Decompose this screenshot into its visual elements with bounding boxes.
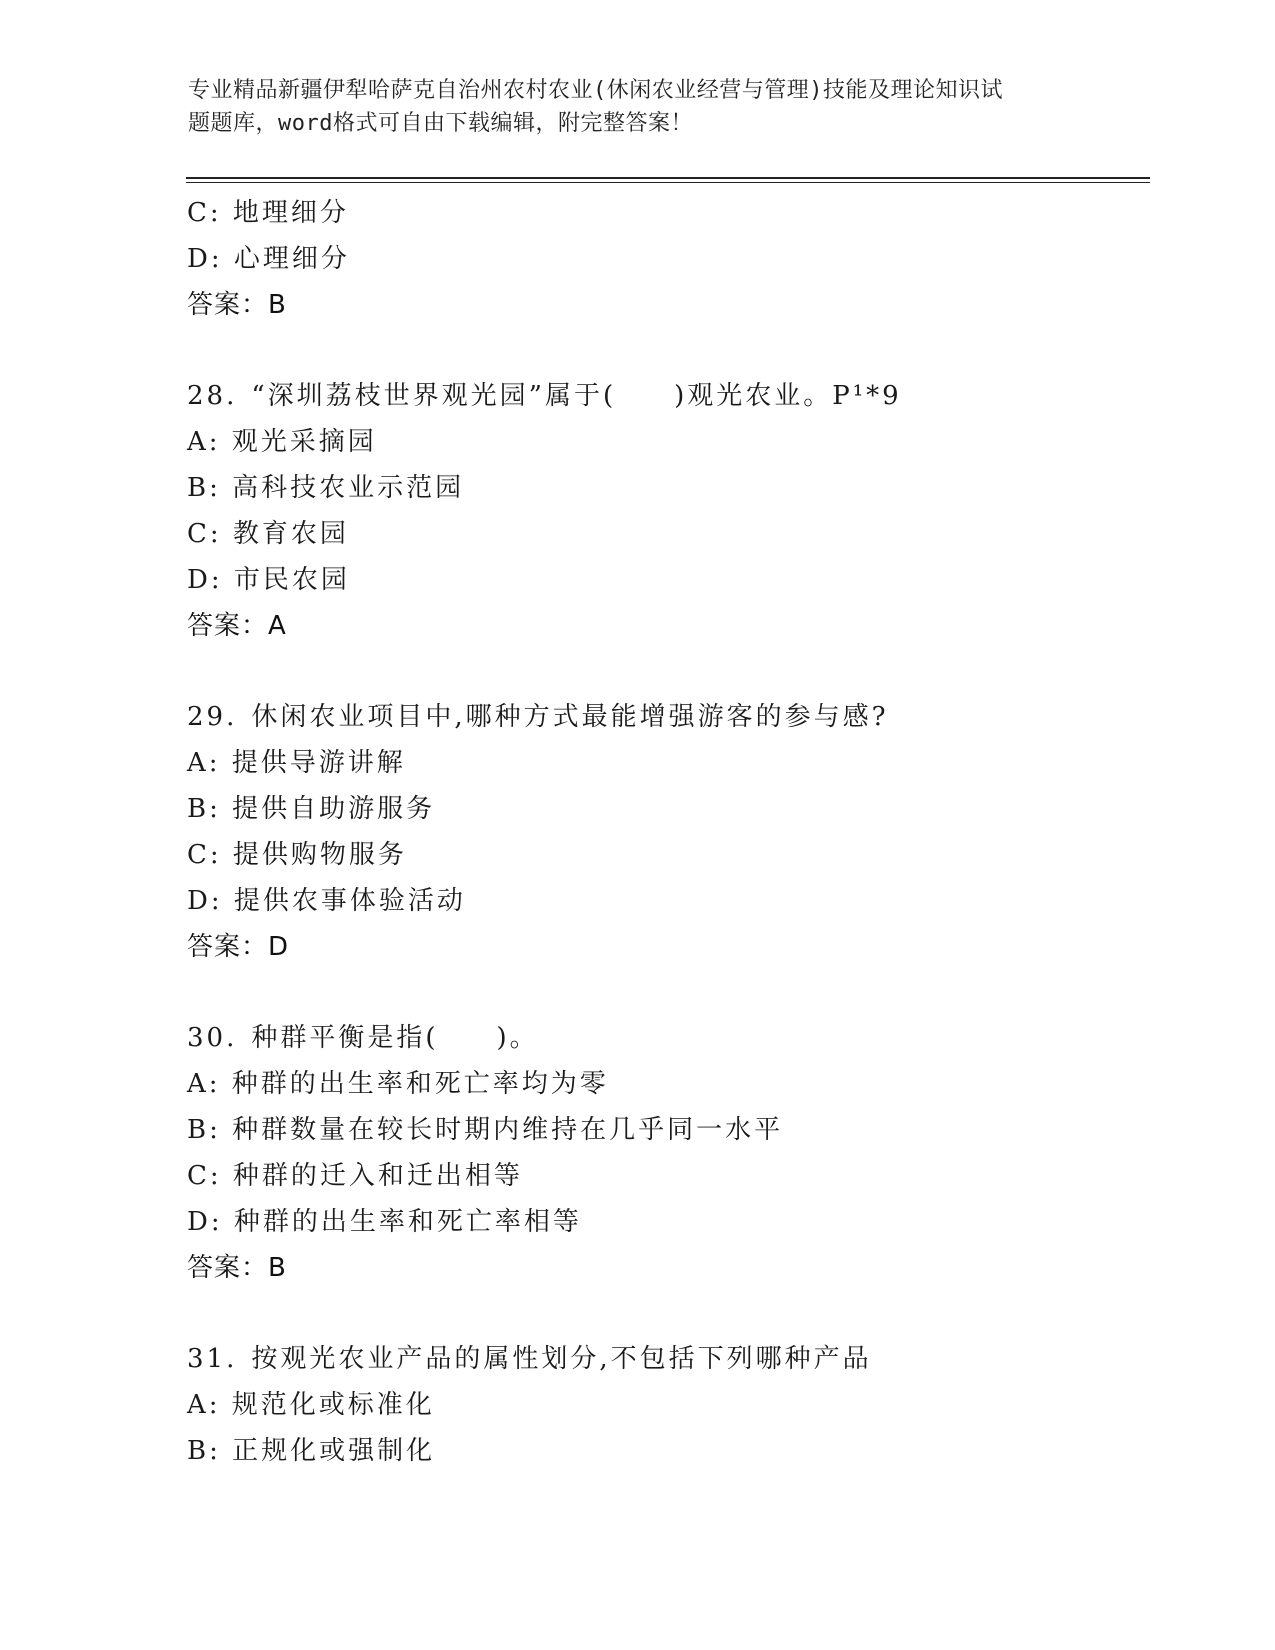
question-stem xyxy=(187,373,1147,419)
question-text: 种群平衡是指( )。 xyxy=(251,1023,539,1053)
option-b: B: 正规化或强制化 xyxy=(187,1436,436,1466)
question-text: 按观光农业产品的属性划分,不包括下列哪种产品 xyxy=(251,1344,872,1374)
option-d: D: 市民农园 xyxy=(187,565,350,595)
answer-label: 答案：D xyxy=(187,932,290,962)
option-c: C: 种群的迁入和迁出相等 xyxy=(187,1161,523,1191)
option-b: B: 种群数量在较长时期内维持在几乎同一水平 xyxy=(187,1115,784,1145)
question-block-29 xyxy=(187,694,1147,970)
page-header xyxy=(188,74,1088,140)
answer-label: 答案：B xyxy=(187,1253,287,1283)
spacer xyxy=(187,970,1147,1015)
answer-label: 答案：B xyxy=(187,290,287,320)
question-stem xyxy=(187,694,1147,740)
option-c: C: 教育农园 xyxy=(187,519,349,549)
question-number: 29. xyxy=(187,702,238,732)
option-a: A: 规范化或标准化 xyxy=(187,1390,435,1420)
question-list xyxy=(187,190,1147,1474)
question-block-30 xyxy=(187,1015,1147,1291)
option-d: D: 心理细分 xyxy=(187,244,350,274)
answer-label: 答案：A xyxy=(187,611,287,641)
option-a: A: 种群的出生率和死亡率均为零 xyxy=(187,1069,609,1099)
option-b: B: 高科技农业示范园 xyxy=(187,473,465,503)
option-a: A: 提供导游讲解 xyxy=(187,748,406,778)
question-number: 30. xyxy=(187,1023,238,1053)
option-d: D: 种群的出生率和死亡率相等 xyxy=(187,1207,582,1237)
option-b: B: 提供自助游服务 xyxy=(187,794,436,824)
question-stem xyxy=(187,1336,1147,1382)
spacer xyxy=(187,649,1147,694)
question-stem xyxy=(187,1015,1147,1061)
question-number: 31. xyxy=(187,1344,238,1374)
spacer xyxy=(187,328,1147,373)
question-block-27 xyxy=(187,190,1147,328)
question-block-28 xyxy=(187,373,1147,649)
header-title-line-1: 专业精品新疆伊犁哈萨克自治州农村农业(休闲农业经营与管理)技能及理论知识试 xyxy=(188,78,1003,103)
question-text: “深圳荔枝世界观光园”属于( )观光农业。P¹*9 xyxy=(251,381,902,411)
option-d: D: 提供农事体验活动 xyxy=(187,886,466,916)
spacer xyxy=(187,1291,1147,1336)
option-c: C: 提供购物服务 xyxy=(187,840,407,870)
header-title-line-2: 题题库，word格式可自由下载编辑，附完整答案！ xyxy=(188,111,693,136)
header-divider xyxy=(186,177,1150,183)
question-text: 休闲农业项目中,哪种方式最能增强游客的参与感? xyxy=(251,702,889,732)
option-c: C: 地理细分 xyxy=(187,198,349,228)
question-number: 28. xyxy=(187,381,238,411)
option-a: A: 观光采摘园 xyxy=(187,427,377,457)
question-block-31 xyxy=(187,1336,1147,1474)
